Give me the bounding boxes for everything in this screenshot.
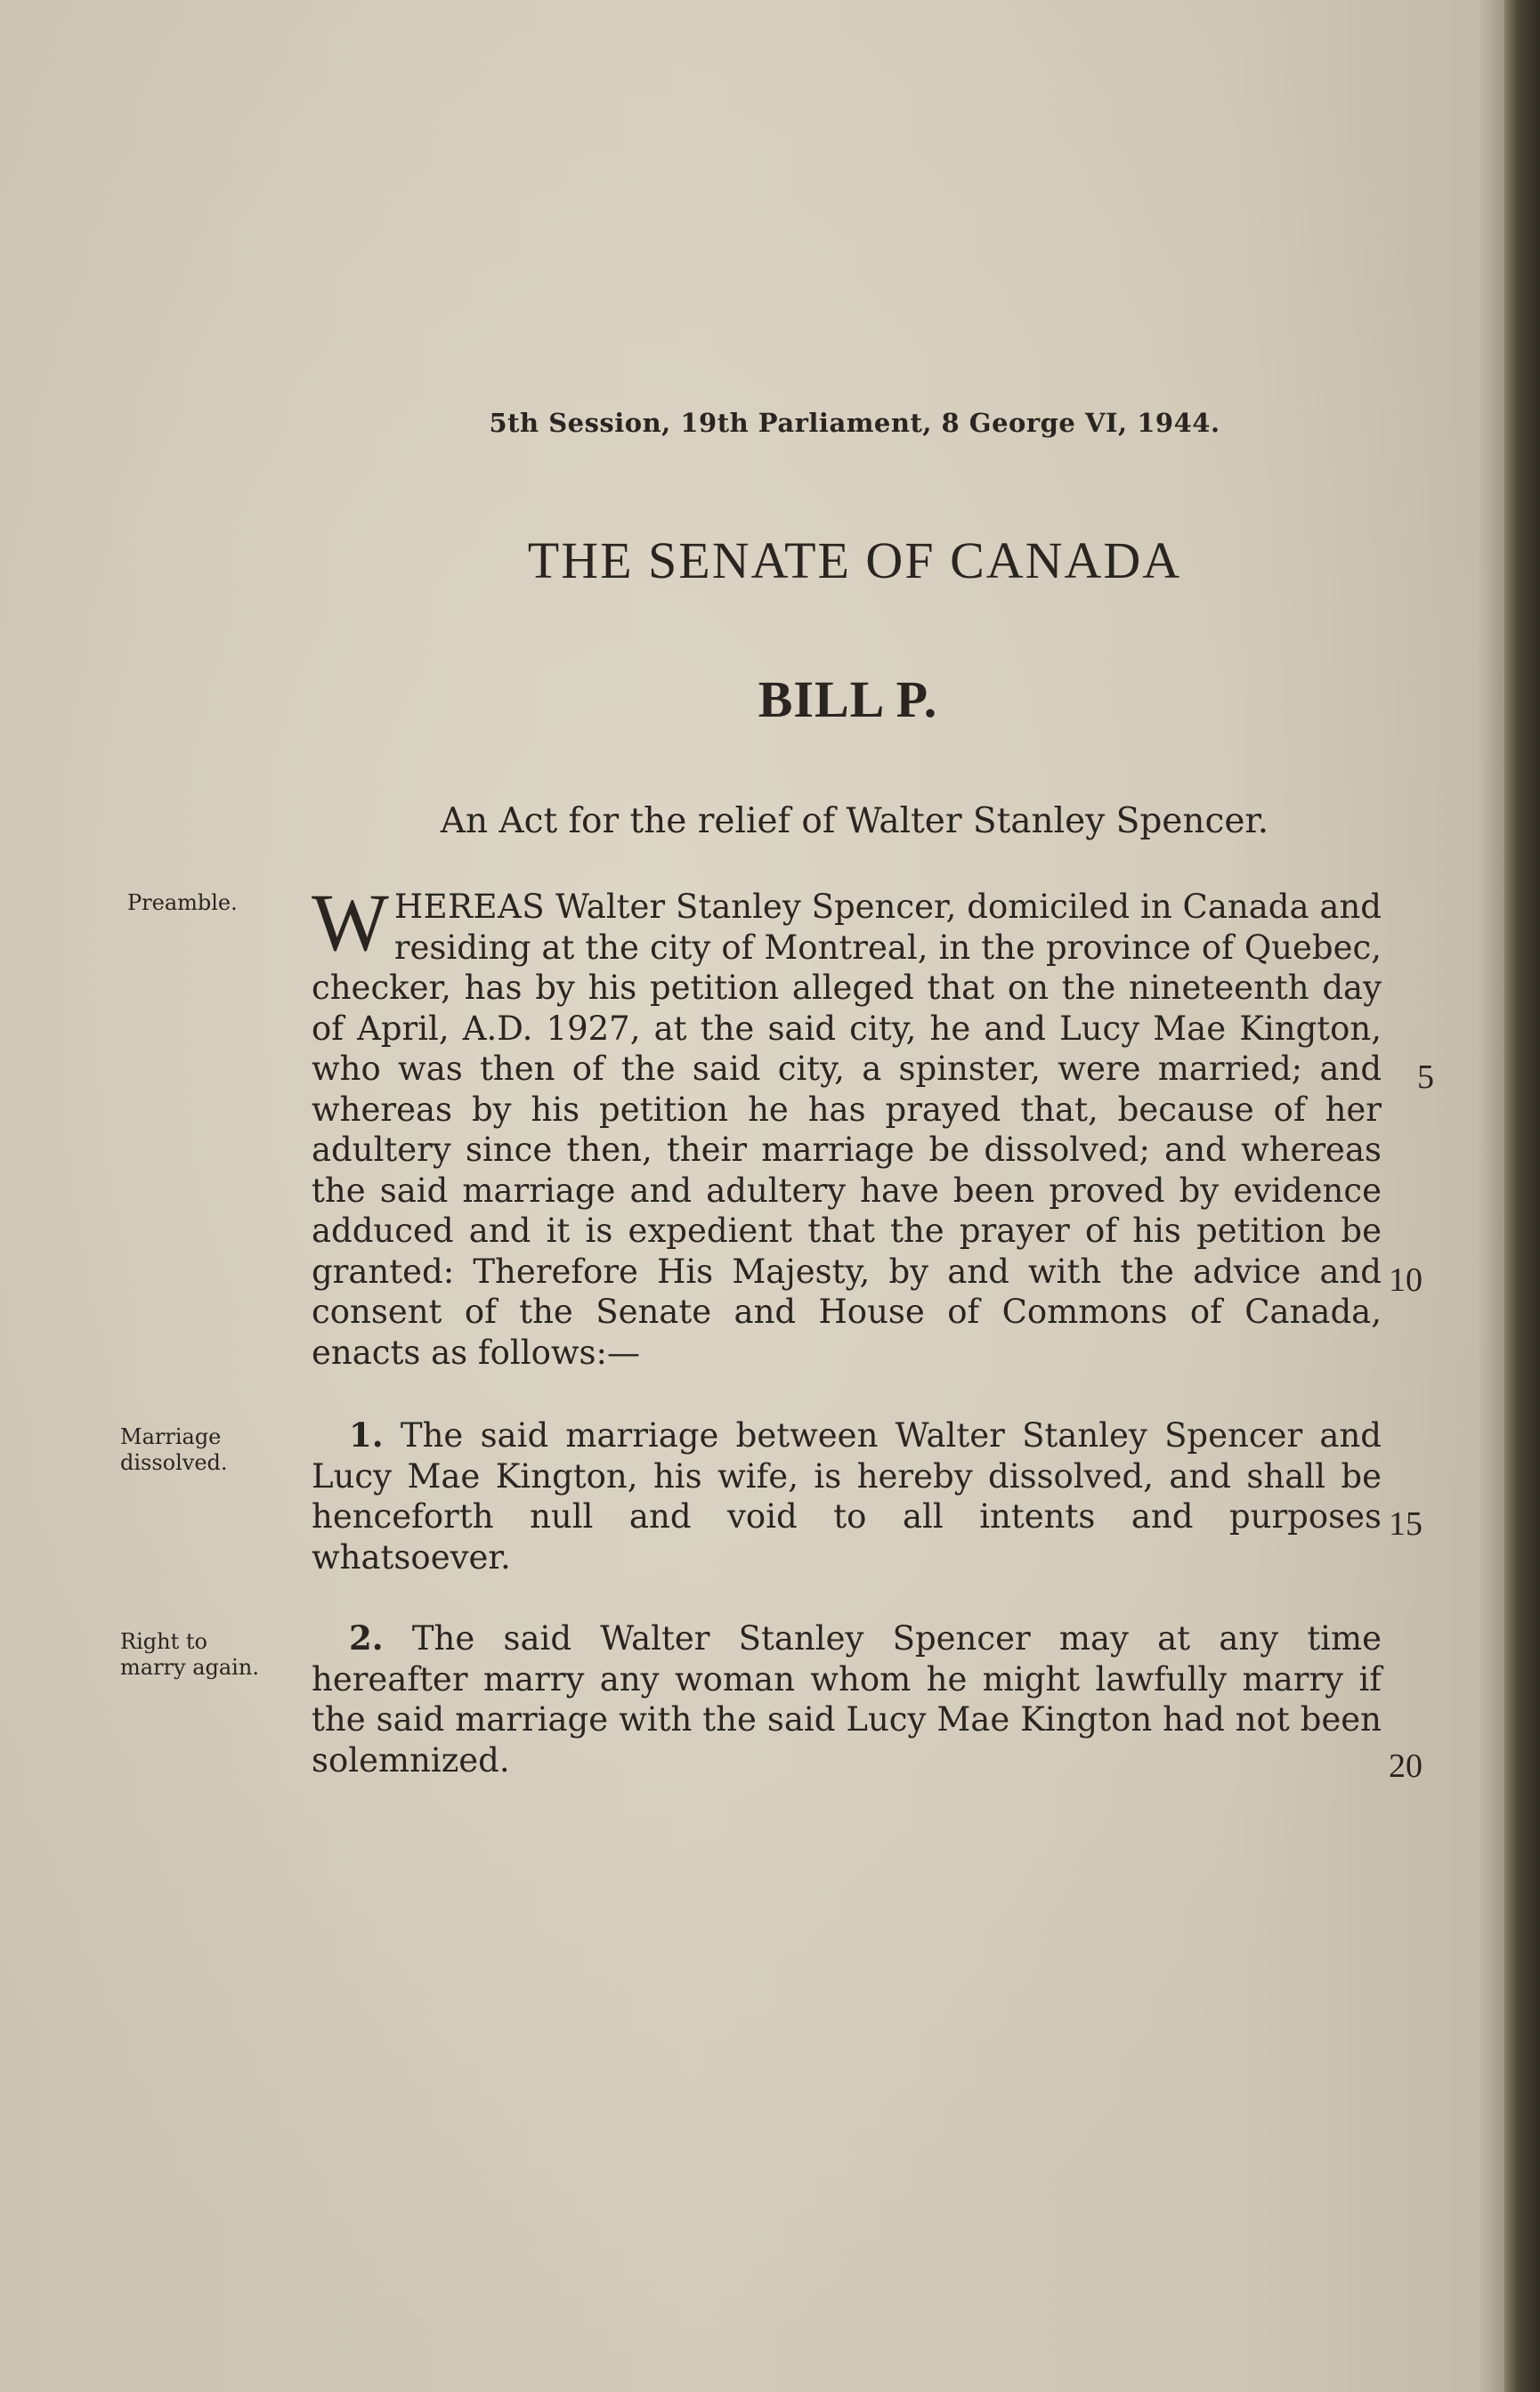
- line-number: 10: [1389, 1261, 1422, 1299]
- margin-note-line: Right to: [120, 1629, 207, 1654]
- drop-cap: W: [312, 877, 389, 968]
- margin-note-right-to-marry: [120, 1629, 259, 1681]
- margin-note-line: marry again.: [120, 1655, 259, 1680]
- session-line: 5th Session, 19th Parliament, 8 George VI, 1944.: [489, 408, 1220, 438]
- page-gutter-shadow: [1478, 0, 1504, 2392]
- senate-title: THE SENATE OF CANADA: [527, 531, 1182, 589]
- preamble-lead-word: HEREAS: [393, 888, 546, 926]
- margin-note-preamble: Preamble.: [127, 890, 238, 915]
- bill-title: BILL P.: [758, 670, 938, 728]
- book-spine: [1504, 0, 1540, 2392]
- line-number: 20: [1389, 1747, 1422, 1785]
- line-number: 5: [1417, 1058, 1434, 1096]
- line-number: 15: [1389, 1505, 1422, 1543]
- section-2-paragraph: [312, 1618, 1382, 1780]
- margin-note-marriage-dissolved: [120, 1424, 228, 1476]
- margin-note-line: dissolved.: [120, 1450, 228, 1475]
- section-text: The said marriage between Walter Stanley Spencer and Lucy Mae Kington, his wife, is hereby dissolved, and shall be henceforth null and void to all intents and purposes whatsoever.: [312, 1416, 1382, 1577]
- margin-note-line: Marriage: [120, 1424, 222, 1449]
- section-text: The said Walter Stanley Spencer may at any time hereafter marry any woman whom he might lawfully marry if the said marriage with the said Lucy Mae Kington had not been solemnized.: [312, 1619, 1382, 1780]
- section-number: 2.: [349, 1618, 384, 1658]
- section-1-paragraph: [312, 1415, 1382, 1577]
- act-title: An Act for the relief of Walter Stanley Spencer.: [440, 801, 1269, 841]
- preamble-text: Walter Stanley Spencer, domiciled in Canada and residing at the city of Montreal, in the province of Quebec, checker, has by his petition alleged that on the nineteenth day of April, A.D. 1927, at the said city, he and Lucy Mae Kington, who was then of the said city, a spinster, were married; and whereas by his petition he has prayed that, because of her adultery since then, their marriage be dissolved; and whereas the said marriage and adultery have been proved by evidence adduced and it is expedient that the prayer of his petition be granted: Therefore His Majesty, by and with the advice and consent of the Senate and House of Commons of Canada, enacts as follows:—: [312, 888, 1382, 1372]
- preamble-paragraph: [312, 877, 1382, 1373]
- section-number: 1.: [349, 1415, 384, 1455]
